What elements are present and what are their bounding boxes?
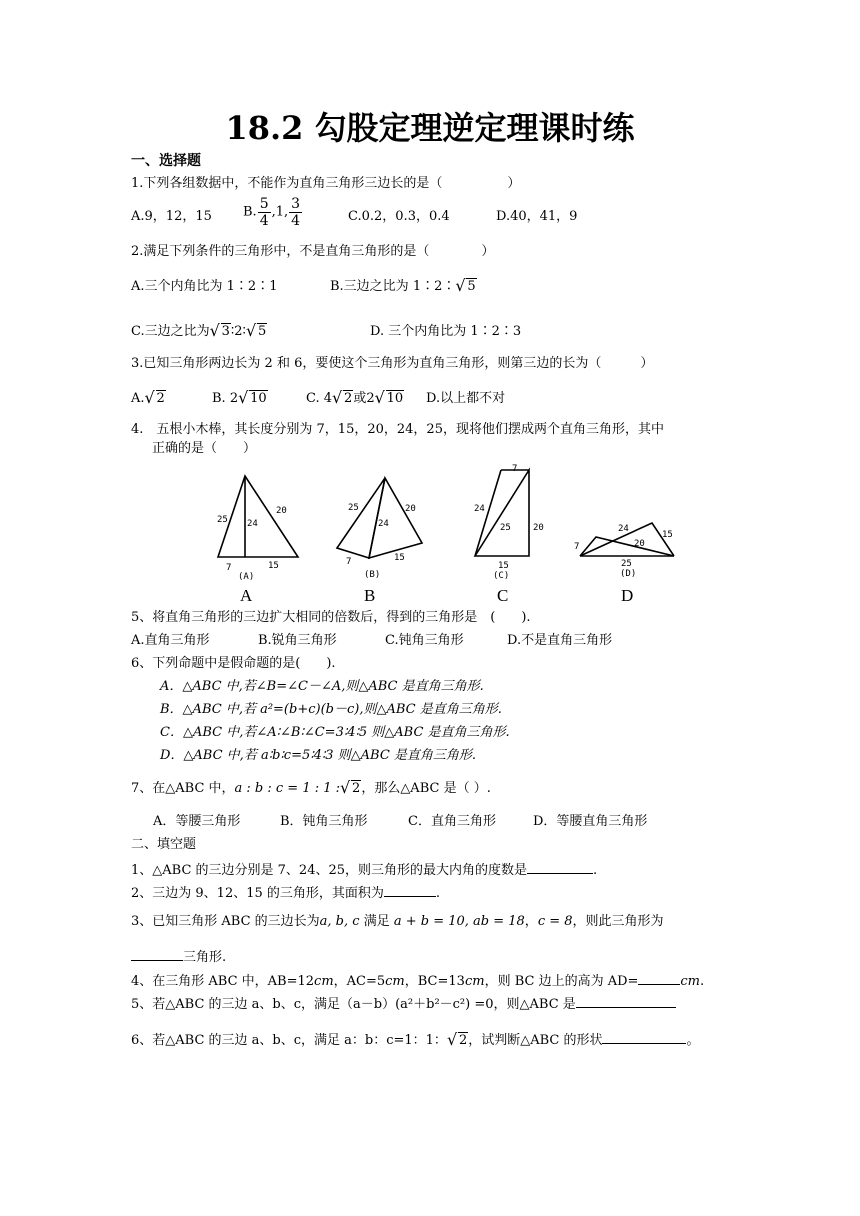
q6-option-b: B．△ABC 中,若 a²=(b+c)(b－c),则△ABC 是直角三角形. bbox=[160, 702, 502, 717]
fig-d-left-triangle bbox=[580, 537, 674, 556]
q2-b-prefix: B.三边之比为 1∶2∶ bbox=[330, 279, 456, 294]
fill-1 bbox=[131, 859, 597, 880]
fig-a-sub: (A) bbox=[238, 572, 255, 582]
fig-a-n5: 15 bbox=[268, 561, 279, 571]
fig-d-n1: 24 bbox=[618, 524, 629, 534]
q7-stem bbox=[131, 780, 491, 798]
q6-option-a: A．△ABC 中,若∠B=∠C－∠A,则△ABC 是直角三角形. bbox=[160, 679, 484, 694]
q2-stem: 2.满足下列条件的三角形中，不是直角三角形的是（ ） bbox=[131, 244, 495, 259]
fill-6-sqrt bbox=[447, 1032, 468, 1050]
q1-b-f2-den: 4 bbox=[291, 213, 301, 229]
fill-6-radicand: 2 bbox=[458, 1033, 468, 1048]
q5-option-b: B.锐角三角形 bbox=[258, 633, 337, 648]
q2-option-c bbox=[131, 323, 267, 341]
fill-3-suffix: ，则此三角形为 bbox=[572, 914, 664, 929]
q2-option-b bbox=[330, 278, 477, 296]
q3-a-sqrt bbox=[145, 390, 166, 408]
fill-4-unit-4: cm bbox=[680, 974, 701, 989]
section-fill-heading: 二、填空题 bbox=[131, 837, 197, 852]
fig-d-n2: 15 bbox=[662, 530, 673, 540]
q1-option-c: C.0.2，0.3，0.4 bbox=[348, 209, 450, 224]
fill-5-text: 5、若△ABC 的三边 a、b、c，满足（a－b）(a²＋b²－c²) =0，则△ABC 是 bbox=[131, 997, 576, 1012]
q3-stem: 3.已知三角形两边长为 2 和 6，要使这个三角形为直角三角形，则第三边的长为（ ） bbox=[131, 356, 654, 371]
section-choice-heading: 一、选择题 bbox=[131, 153, 201, 169]
q1-b-f2-num: 3 bbox=[291, 196, 301, 212]
fig-d-n5: 25 bbox=[621, 559, 632, 569]
fig-b-sub: (B) bbox=[364, 570, 381, 580]
q4-stem-line2: 正确的是（ ） bbox=[152, 441, 257, 456]
fill-3 bbox=[131, 913, 664, 931]
fill-4 bbox=[131, 970, 704, 991]
fig-c-n3: 25 bbox=[500, 523, 511, 533]
fill-3-blank[interactable] bbox=[131, 946, 183, 961]
q4-stem-line1: 4. 五根小木棒，其长度分别为 7，15，20，24，25，现将他们摆成两个直角三角形，其中 bbox=[131, 422, 664, 437]
fill-4-text-3: ，BC=13 bbox=[404, 974, 465, 989]
fill-4-text: 4、在三角形 ABC 中，AB=12 bbox=[131, 974, 315, 989]
fig-b-label: B bbox=[364, 586, 376, 605]
q2-c-sqrt-1 bbox=[210, 323, 231, 341]
fill-2 bbox=[131, 882, 440, 903]
fig-d-sub: (D) bbox=[620, 569, 637, 579]
q7-expression: a : b : c = 1 : 1 : bbox=[234, 781, 341, 796]
q3-option-a bbox=[131, 390, 166, 408]
q7-prefix: 7、在△ABC 中， bbox=[131, 781, 235, 796]
q2-c-mid: ∶2∶ bbox=[230, 324, 246, 339]
q5-option-a: A.直角三角形 bbox=[131, 633, 210, 648]
fig-c-sub: (C) bbox=[493, 571, 510, 581]
fill-2-text: 2、三边为 9、12、15 的三角形，其面积为 bbox=[131, 886, 384, 901]
fill-4-text-2: ，AC=5 bbox=[333, 974, 386, 989]
q7-option-c: C．直角三角形 bbox=[408, 814, 496, 829]
q6-stem: 6、下列命题中是假命题的是( ). bbox=[131, 656, 336, 671]
fig-a-n2: 24 bbox=[247, 519, 258, 529]
fig-b-n3: 20 bbox=[405, 504, 416, 514]
fig-b-n1: 25 bbox=[348, 503, 359, 513]
fig-c-n5: 15 bbox=[498, 561, 509, 571]
q2-c-radicand-2: 5 bbox=[257, 324, 267, 339]
fill-2-blank[interactable] bbox=[384, 882, 436, 897]
fill-5 bbox=[131, 993, 676, 1014]
fill-5-blank[interactable] bbox=[576, 993, 676, 1008]
fill-4-unit-1: cm bbox=[314, 974, 334, 989]
q1-b-prefix: B. bbox=[243, 204, 257, 220]
q1-option-d: D.40，41，9 bbox=[496, 209, 578, 224]
q1-stem: 1.下列各组数据中，不能作为直角三角形三边长的是（ ） bbox=[131, 176, 521, 191]
q3-c-or: 或2 bbox=[353, 391, 375, 406]
fill-4-blank[interactable] bbox=[638, 970, 680, 985]
q7-option-b: B．钝角三角形 bbox=[280, 814, 368, 829]
fill-3-vars: a, b, c bbox=[319, 914, 360, 929]
q3-c-prefix: C. 4 bbox=[306, 391, 333, 406]
q7-option-a: A．等腰三角形 bbox=[153, 814, 241, 829]
q6-option-d: D．△ABC 中,若 a∶b∶c=5∶4∶3 则△ABC 是直角三角形. bbox=[160, 748, 477, 763]
q3-c-radicand-2: 10 bbox=[386, 391, 404, 406]
q3-b-sqrt bbox=[238, 390, 268, 408]
q2-b-sqrt bbox=[455, 278, 476, 296]
fig-b-n4: 7 bbox=[346, 557, 352, 567]
fig-c-n2: 24 bbox=[474, 504, 485, 514]
q3-option-c bbox=[306, 390, 404, 408]
fill-6 bbox=[131, 1029, 700, 1050]
q3-c-radicand-1: 2 bbox=[344, 391, 353, 406]
fig-a-label: A bbox=[240, 586, 253, 605]
q4-figures bbox=[0, 460, 860, 610]
q2-option-a: A.三个内角比为 1∶2∶1 bbox=[131, 279, 278, 294]
fig-d-label: D bbox=[621, 586, 634, 605]
fill-3-c-eq: c = 8 bbox=[537, 914, 573, 929]
q3-a-radicand: 2 bbox=[156, 391, 165, 406]
q3-b-radicand: 10 bbox=[250, 391, 267, 406]
fig-d-n4: 20 bbox=[634, 539, 645, 549]
q3-c-sqrt-2 bbox=[375, 390, 405, 408]
fill-6-blank[interactable] bbox=[602, 1029, 686, 1044]
q1-b-f1-num: 5 bbox=[259, 196, 269, 212]
q5-option-d: D.不是直角三角形 bbox=[507, 633, 613, 648]
q5-option-c: C.钝角三角形 bbox=[385, 633, 464, 648]
fill-2-end: . bbox=[435, 886, 441, 901]
q7-suffix: ，那么△ABC 是（ ）. bbox=[361, 781, 491, 796]
fig-c-n1: 7 bbox=[512, 464, 518, 474]
fill-6-end: 。 bbox=[686, 1033, 700, 1048]
q1-b-f1-den: 4 bbox=[259, 213, 269, 229]
q2-option-d: D. 三个内角比为 1∶2∶3 bbox=[370, 324, 522, 339]
fig-d-n3: 7 bbox=[574, 542, 580, 552]
fig-a-n3: 20 bbox=[276, 506, 287, 516]
q3-option-b bbox=[212, 390, 268, 408]
fig-a-n1: 25 bbox=[217, 515, 228, 525]
q1-option-a: A.9，12，15 bbox=[131, 209, 212, 224]
fill-3-prefix: 3、已知三角形 ABC 的三边长为 bbox=[131, 914, 320, 929]
q5-stem: 5、将直角三角形的三边扩大相同的倍数后，得到的三角形是 ( ). bbox=[131, 610, 531, 625]
q2-c-radicand-1: 3 bbox=[221, 324, 230, 339]
fill-1-blank[interactable] bbox=[527, 859, 593, 874]
q1-b-fraction-2 bbox=[289, 196, 302, 229]
q7-radicand: 2 bbox=[352, 781, 361, 796]
fill-1-text: 1、△ABC 的三边分别是 7、24、25，则三角形的最大内角的度数是 bbox=[131, 863, 528, 878]
fill-4-text-4: ，则 BC 边上的高为 AD= bbox=[484, 974, 639, 989]
q1-option-b bbox=[243, 196, 303, 229]
fig-b-n2: 24 bbox=[378, 519, 389, 529]
q2-c-prefix: C.三边之比为 bbox=[131, 324, 210, 339]
fill-4-end: . bbox=[700, 974, 705, 989]
fill-3-condition: a + b = 10, ab = 18 bbox=[393, 914, 525, 929]
fig-a-n4: 7 bbox=[226, 563, 232, 573]
fig-c-n4: 20 bbox=[533, 523, 544, 533]
fig-b-n5: 15 bbox=[394, 553, 405, 563]
q1-b-mid: ,1, bbox=[271, 204, 289, 220]
q3-a-prefix: A. bbox=[131, 391, 145, 406]
fill-3-line2-text: 三角形. bbox=[183, 950, 227, 965]
fill-1-end: . bbox=[593, 863, 598, 878]
q3-c-sqrt-1 bbox=[332, 390, 353, 408]
q2-b-radicand: 5 bbox=[467, 279, 476, 294]
fill-4-unit-2: cm bbox=[385, 974, 405, 989]
q7-option-d: D．等腰直角三角形 bbox=[533, 814, 648, 829]
fill-3-mid: 满足 bbox=[359, 914, 394, 929]
page-title: 18.2 勾股定理逆定理课时练 bbox=[225, 109, 635, 147]
q1-b-fraction-1 bbox=[258, 196, 271, 229]
fill-3-line2 bbox=[131, 946, 226, 967]
fill-3-sep: ， bbox=[524, 914, 538, 929]
q3-b-prefix: B. 2 bbox=[212, 391, 239, 406]
fig-a-triangle bbox=[218, 476, 298, 557]
fill-4-unit-3: cm bbox=[464, 974, 485, 989]
fig-c-label: C bbox=[497, 586, 509, 605]
q7-sqrt bbox=[340, 780, 361, 798]
fill-6-prefix: 6、若△ABC 的三边 a、b、c，满足 a：b：c=1：1： bbox=[131, 1033, 447, 1048]
q6-option-c: C．△ABC 中,若∠A∶∠B∶∠C=3∶4∶5 则△ABC 是直角三角形. bbox=[160, 725, 510, 740]
q3-option-d: D.以上都不对 bbox=[426, 391, 506, 406]
q2-c-sqrt-2 bbox=[246, 323, 267, 341]
fill-6-suffix: ，试判断△ABC 的形状 bbox=[468, 1033, 603, 1048]
